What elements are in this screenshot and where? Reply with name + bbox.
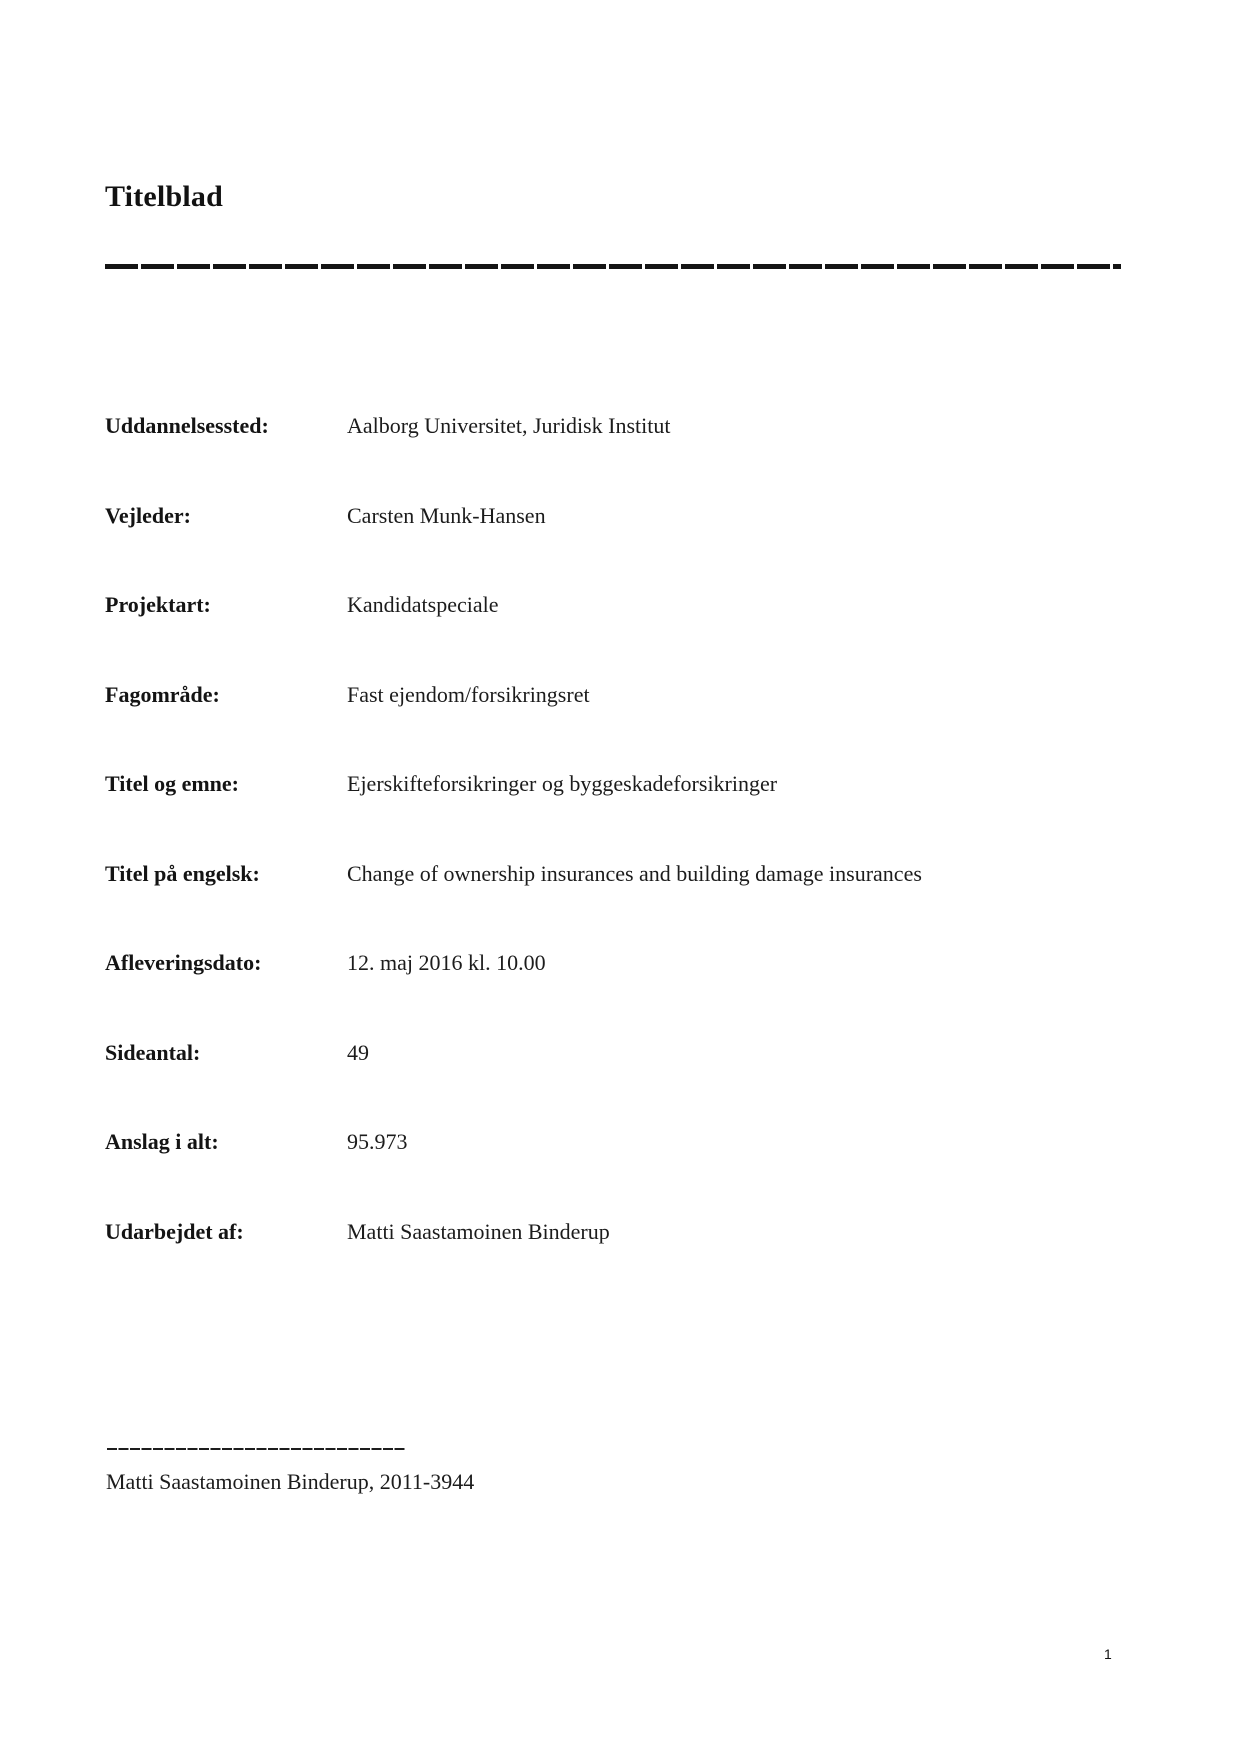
page-title: Titelblad — [105, 180, 223, 214]
field-value: Fast ejendom/forsikringsret — [347, 681, 590, 707]
field-label: Fagområde: — [105, 681, 220, 707]
field-value: Carsten Munk-Hansen — [347, 502, 546, 528]
field-row-anslag-i-alt — [105, 1128, 1135, 1218]
field-label: Projektart: — [105, 592, 211, 617]
metadata-field-list — [105, 412, 1135, 1307]
field-value: Change of ownership insurances and building damage insurances — [347, 860, 922, 886]
field-label: Vejleder: — [105, 502, 191, 528]
field-label: Afleveringsdato: — [105, 950, 262, 975]
field-label: Sideantal: — [105, 1039, 201, 1065]
field-row-titel-paa-engelsk — [105, 860, 1135, 950]
signature-name: Matti Saastamoinen Binderup, 2011-3944 — [106, 1469, 475, 1494]
field-row-uddannelsessted — [105, 412, 1135, 502]
field-row-udarbejdet-af — [105, 1218, 1135, 1308]
field-label: Uddannelsessted: — [105, 413, 269, 438]
field-label: Titel på engelsk: — [105, 860, 260, 886]
field-row-sideantal — [105, 1039, 1135, 1129]
field-row-fagomraade — [105, 681, 1135, 771]
field-value: Ejerskifteforsikringer og byggeskadeforsikringer — [347, 771, 778, 796]
field-label: Udarbejdet af: — [105, 1218, 244, 1244]
field-value: 49 — [347, 1039, 369, 1065]
field-row-titel-og-emne — [105, 770, 1135, 860]
field-value: Kandidatspeciale — [347, 592, 499, 617]
signature-line — [107, 1448, 405, 1450]
field-value: Aalborg Universitet, Juridisk Institut — [347, 413, 671, 438]
field-value: Matti Saastamoinen Binderup — [347, 1218, 610, 1244]
field-value: 12. maj 2016 kl. 10.00 — [347, 950, 546, 975]
title-divider-line — [105, 264, 1121, 269]
field-label: Anslag i alt: — [105, 1129, 219, 1154]
field-row-vejleder — [105, 502, 1135, 592]
page-number: 1 — [1104, 1646, 1112, 1662]
field-row-afleveringsdato — [105, 949, 1135, 1039]
field-label: Titel og emne: — [105, 771, 240, 796]
field-value: 95.973 — [347, 1129, 408, 1154]
field-row-projektart — [105, 591, 1135, 681]
